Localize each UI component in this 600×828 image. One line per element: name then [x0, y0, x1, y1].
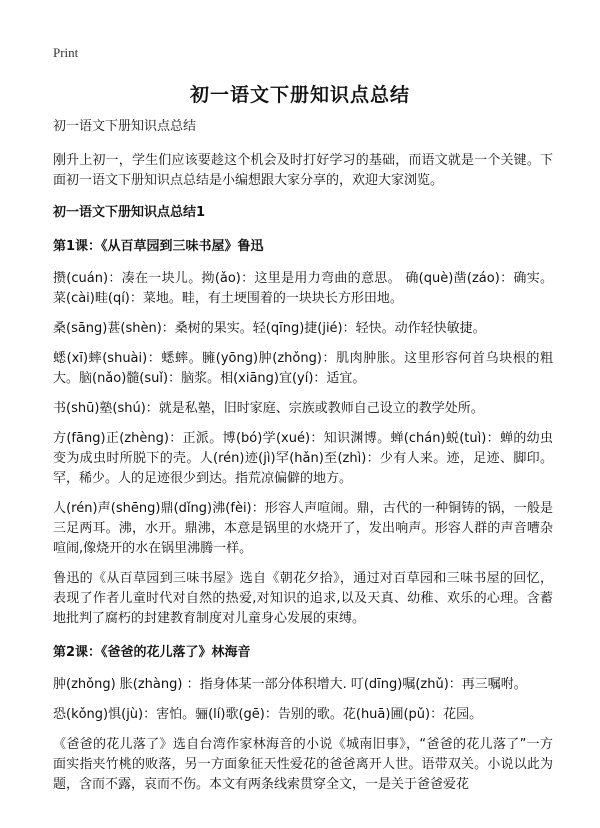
section-heading: 初一语文下册知识点总结1 [53, 205, 206, 220]
paragraph: 人(rén)声(shēng)鼎(dǐng)沸(fèi)：形容人声喧闹。鼎，古代的一种铜铸的锅，一般是三足两耳。沸，水开。鼎沸，本意是锅里的水烧开了，发出响声。形容人群的声音嘈杂喧闹,像烧开的水在锅里沸腾一样。 [53, 501, 553, 556]
print-link[interactable]: Print [53, 45, 79, 60]
paragraph: 攒(cuán)：凑在一块儿。拗(ǎo)：这里是用力弯曲的意思。 确(què)凿(záo)：确实。菜(cài)畦(qí)：菜地。畦，有土埂围着的一块块长方形田地。 [53, 271, 553, 306]
lesson-2 [53, 643, 553, 795]
paragraph: 鲁迅的《从百草园到三味书屋》选自《朝花夕拾》，通过对百草园和三味书屋的回忆，表现了作者儿童时代对自然的热爱,对知识的追求,以及天真、幼稚、欢乐的心理。含蓄地批判了腐朽的封建教育制度对儿童身心发展的束缚。 [53, 571, 553, 626]
lesson-1 [53, 237, 553, 629]
page-title: 初一语文下册知识点总结 [189, 84, 410, 106]
article-subtitle: 初一语文下册知识点总结 [53, 119, 197, 134]
paragraph: 蟋(xī)蟀(shuài)：蟋蟀。臃(yōng)肿(zhǒng)：肌肉肿胀。这里形容何首乌块根的粗大。脑(nǎo)髓(suǐ)：脑浆。相(xiāng)宜(yí)：适宜。 [53, 351, 553, 386]
paragraph: 肿(zhǒng) 胀(zhàng) ：指身体某一部分体积增大. 叮(dīng)嘱(zhǔ)：再三嘱咐。 [53, 677, 527, 692]
paragraph: 桑(sāng)葚(shèn)：桑树的果实。轻(qīng)捷(jié)：轻快。动作轻快敏捷。 [53, 321, 486, 336]
article-body [53, 117, 553, 805]
lesson-heading: 第2课：《爸爸的花儿落了》林海音 [53, 645, 251, 660]
paragraph: 书(shū)塾(shú)：就是私塾，旧时家庭、宗族或教师自己设立的教学处所。 [53, 401, 484, 416]
paragraph: 恐(kǒng)惧(jù)：害怕。骊(lí)歌(gē)：告别的歌。花(huā)圃(pǔ)：花园。 [53, 707, 483, 722]
paragraph: 《爸爸的花儿落了》选自台湾作家林海音的小说《城南旧事》，“爸爸的花儿落了”一方面实指夹竹桃的败落，另一方面象征天性爱花的爸爸离开人世。语带双关。小说以此为题，含而不露，哀而不伤。本文有两条线索贯穿全文，一是关于爸爸爱花 [53, 737, 553, 792]
intro-paragraph: 刚升上初一，学生们应该要趁这个机会及时打好学习的基础，而语文就是一个关键。下面初一语文下册知识点总结是小编想跟大家分享的，欢迎大家浏览。 [53, 153, 553, 188]
lesson-heading: 第1课：《从百草园到三味书屋》鲁迅 [53, 239, 264, 254]
paragraph: 方(fāng)正(zhèng)：正派。博(bó)学(xué)：知识渊博。蝉(chán)蜕(tuì)：蝉的幼虫变为成虫时所脱下的壳。人(rén)迹(jì)罕(hǎn)至(zhì)：少有人来。迹，足迹、脚印。罕，稀少。人的足迹很少到达。指荒凉偏僻的地方。 [53, 431, 553, 486]
